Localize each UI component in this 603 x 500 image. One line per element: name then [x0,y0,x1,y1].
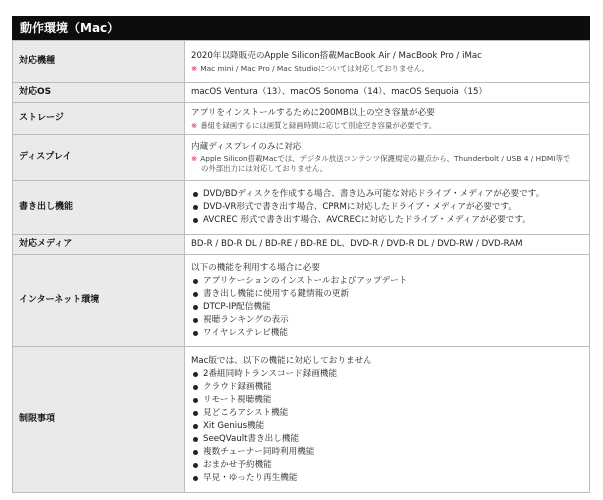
list-item: DTCP-IP配信機能 [191,301,583,314]
list-item: SeeQVault書き出し機能 [191,433,583,446]
display-text: 内蔵ディスプレイのみに対応 [191,142,302,152]
list-item: 複数チューナー同時利用機能 [191,446,583,459]
note-mark: ※ [191,120,198,130]
label-storage: ストレージ [13,103,185,135]
page-title: 動作環境（Mac） [12,16,590,40]
value-writing [185,181,590,235]
list-item: ワイヤレステレビ機能 [191,327,583,340]
value-os [185,83,590,103]
internet-intro: 以下の機能を利用する場合に必要 [191,262,320,273]
model-note [191,63,583,74]
row-internet [13,255,590,347]
storage-text: アプリをインストールするために200MB以上の空き容量が必要 [191,107,435,118]
list-item: AVCREC 形式で書き出す場合、AVCRECに対応したドライブ・メディアが必要です。 [191,214,583,227]
spec-table [12,40,590,493]
limits-intro: Mac版では、以下の機能に対応しておりません [191,355,372,366]
label-display: ディスプレイ [13,135,185,181]
model-note-text: Mac mini / Mac Pro / Mac Studioについては対応しておりません。 [200,63,429,73]
value-model [185,41,590,83]
value-display [185,135,590,181]
list-item: アプリケーションのインストールおよびアップデート [191,275,583,288]
list-item: クラウド録画機能 [191,381,583,394]
note-mark: ※ [191,154,198,163]
row-limits [13,347,590,493]
label-writing: 書き出し機能 [13,181,185,235]
media-text: BD-R / BD-R DL / BD-RE / BD-RE DL、DVD-R / DVD-R DL / DVD-RW / DVD-RAM [191,239,523,249]
value-media [185,235,590,255]
row-os [13,83,590,103]
list-item: Xit Genius機能 [191,420,583,433]
list-item: 視聴ランキングの表示 [191,314,583,327]
label-media: 対応メディア [13,235,185,255]
storage-note [191,120,583,131]
row-display [13,135,590,181]
list-item: 2番組同時トランスコード録画機能 [191,368,583,381]
list-item: おまかせ予約機能 [191,459,583,472]
list-item: DVD-VR形式で書き出す場合、CPRMに対応したドライブ・メディアが必要です。 [191,201,583,214]
list-item: 見どころアシスト機能 [191,407,583,420]
note-mark: ※ [191,63,198,73]
list-item: 早見・ゆったり再生機能 [191,472,583,485]
row-media [13,235,590,255]
list-item: 書き出し機能に使用する鍵情報の更新 [191,288,583,301]
list-item: リモート視聴機能 [191,394,583,407]
display-note [191,154,583,174]
display-note-line1: Apple Silicon搭載Macでは、デジタル放送コンテンツ保護規定の観点から、Thunderbolt / USB 4 / HDMI等で [200,154,571,163]
label-limits: 制限事項 [13,347,185,493]
display-note-line2: の外部出力には対応しておりません。 [201,164,328,173]
value-storage [185,103,590,135]
writing-list [191,188,583,227]
internet-list [191,275,583,340]
label-model: 対応機種 [13,41,185,83]
storage-note-text: 番組を録画するには画質と録画時間に応じて別途空き容量が必要です。 [200,120,437,130]
row-writing [13,181,590,235]
model-text: 2020年以降販売のApple Silicon搭載MacBook Air / MacBook Pro / iMac [191,50,482,61]
row-model [13,41,590,83]
value-internet [185,255,590,347]
label-internet: インターネット環境 [13,255,185,347]
list-item: DVD/BDディスクを作成する場合、書き込み可能な対応ドライブ・メディアが必要です。 [191,188,583,201]
limits-list [191,368,583,485]
os-text: macOS Ventura（13）、macOS Sonoma（14）、macOS Sequoia（15） [191,87,488,97]
row-storage [13,103,590,135]
value-limits [185,347,590,493]
label-os: 対応OS [13,83,185,103]
spec-sheet [12,16,590,493]
